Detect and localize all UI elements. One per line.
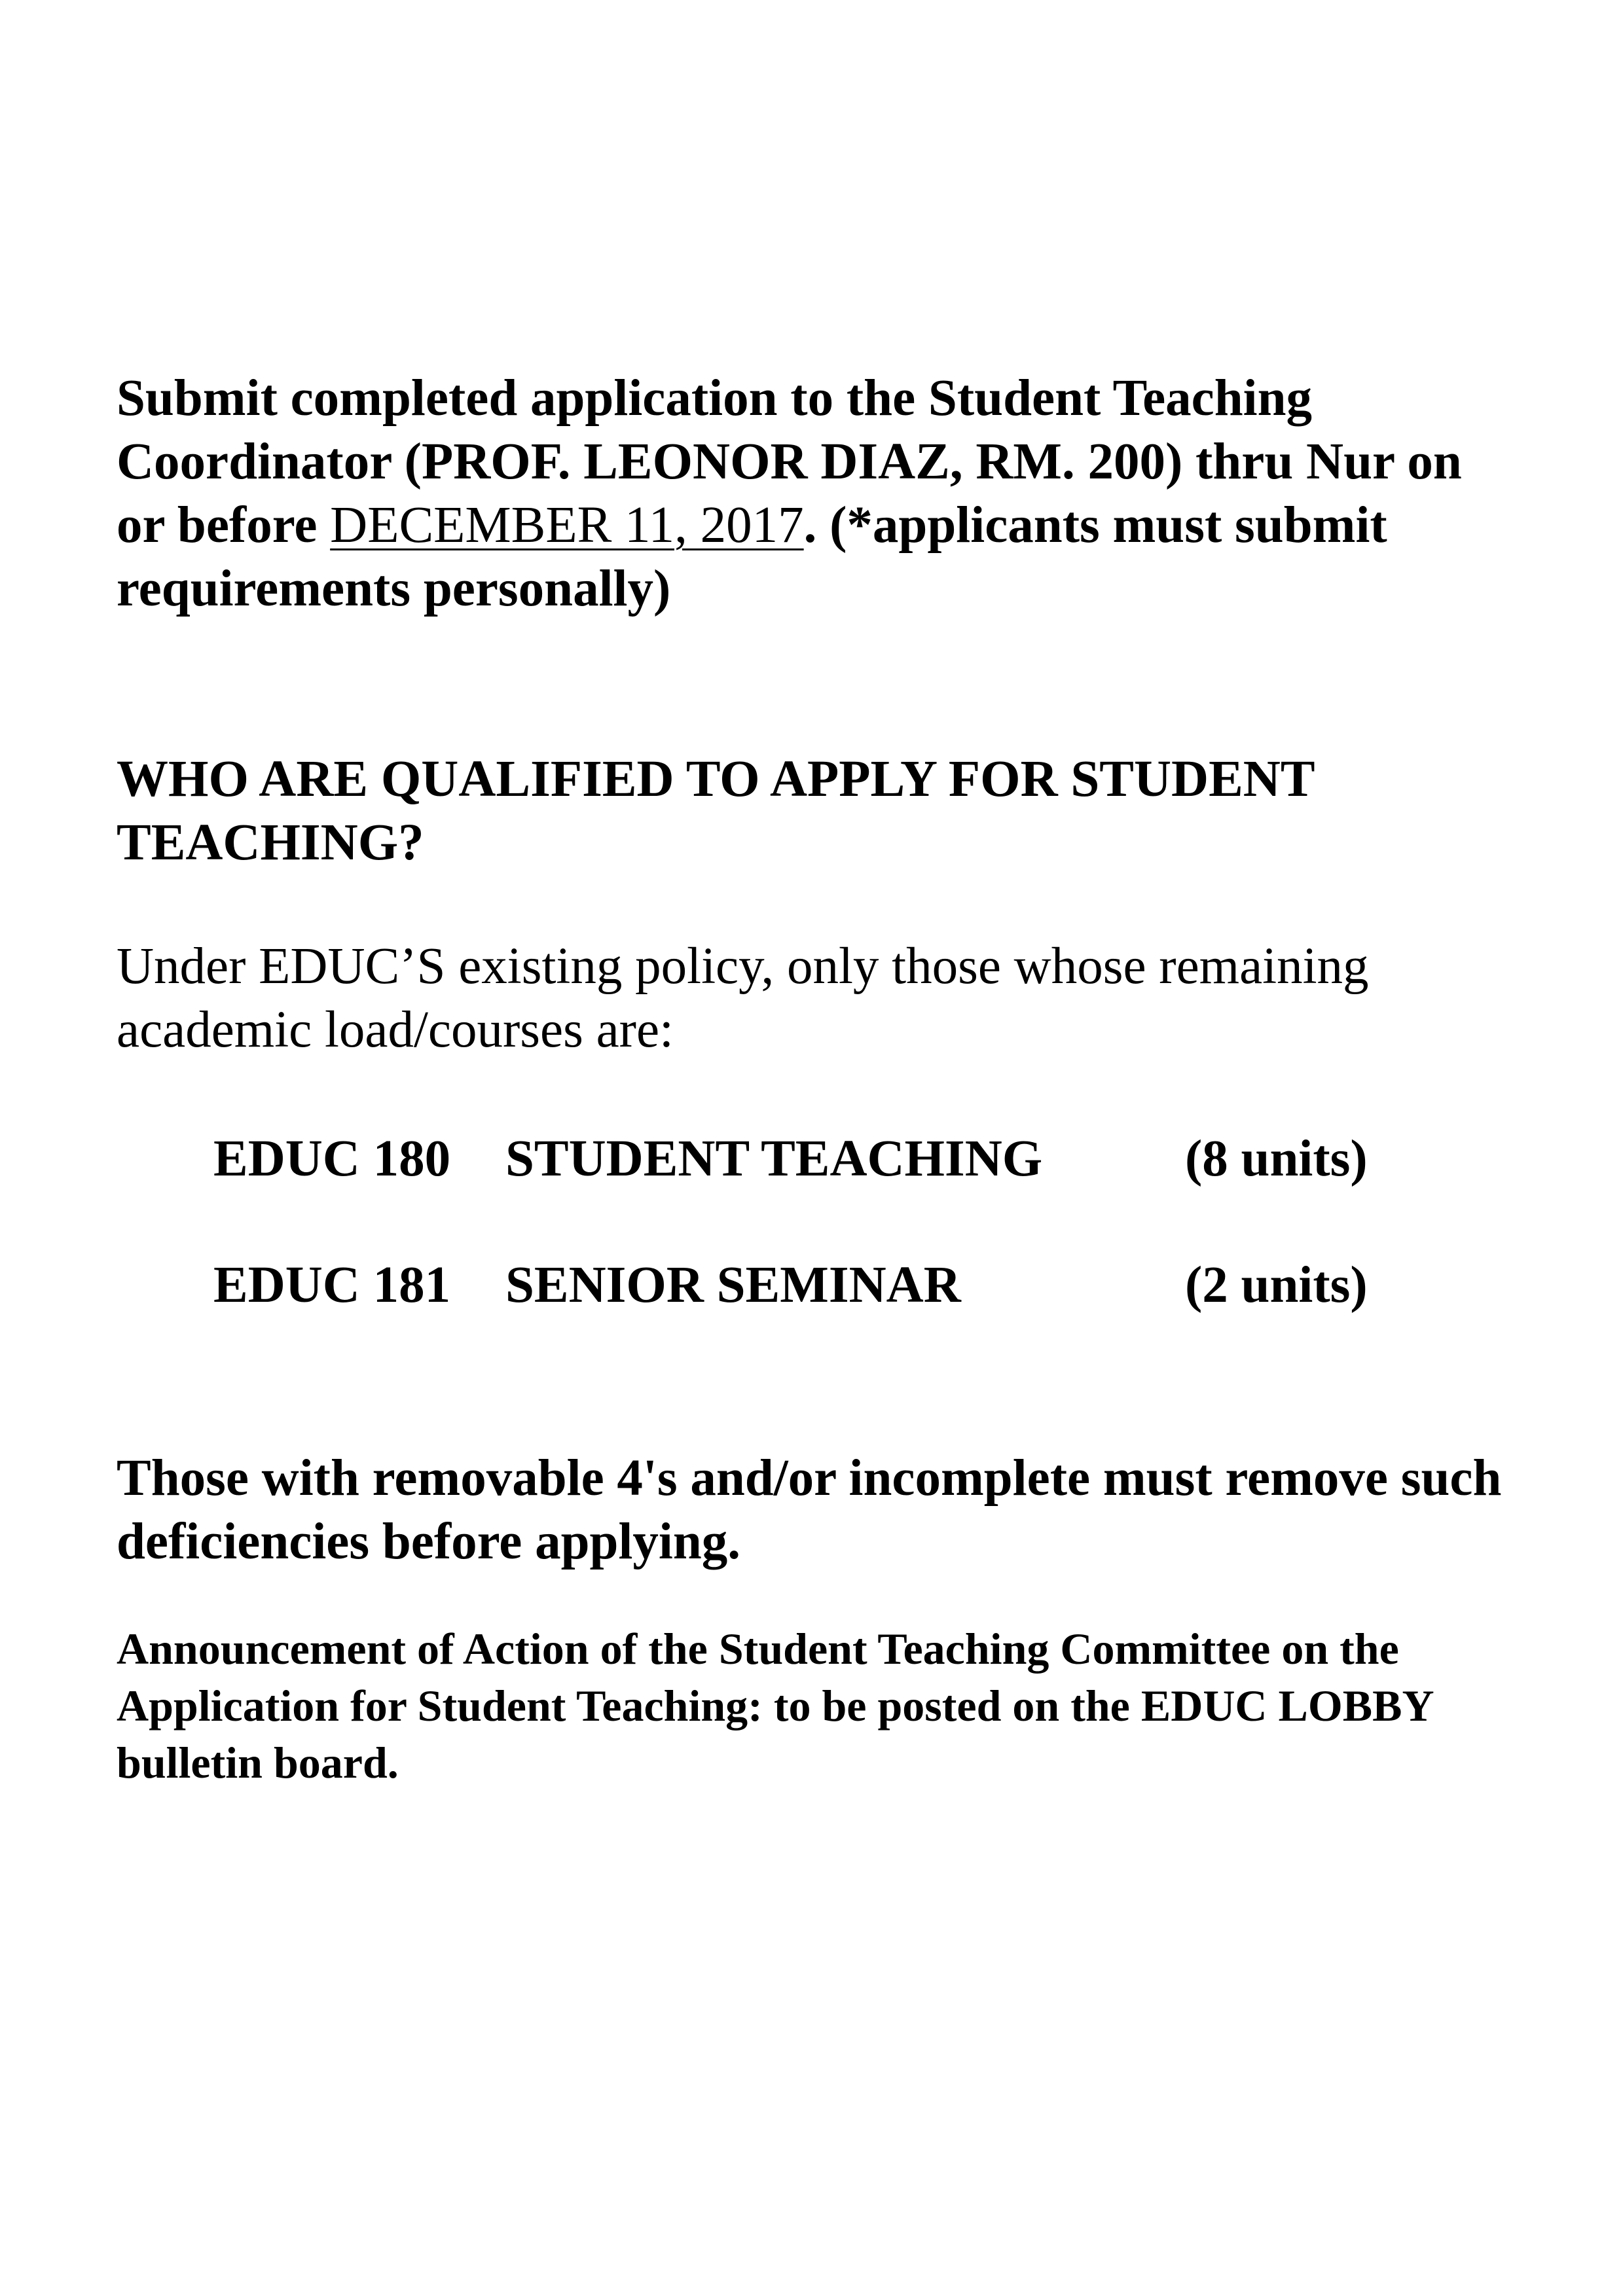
course-title: STUDENT TEACHING xyxy=(505,1130,1043,1187)
qualification-heading: WHO ARE QUALIFIED TO APPLY FOR STUDENT TEACHING? xyxy=(117,751,1315,871)
submission-instructions xyxy=(117,367,1511,620)
policy-text: Under EDUC’S existing policy, only those whose remaining academic load/courses are: xyxy=(117,938,1369,1058)
course-code: EDUC 180 xyxy=(213,1130,451,1187)
course-title: SENIOR SEMINAR xyxy=(505,1257,961,1314)
course-units: (8 units) xyxy=(1185,1130,1368,1187)
submission-intro-text: Submit completed application to the Student Teaching Coordinator (PROF. LEONOR DIAZ, RM. 200) thru Nur on or before xyxy=(117,370,1462,554)
submission-note-text: . (*applicants must submit requirements personally) xyxy=(117,497,1387,617)
announcement-text: Announcement of Action of the Student Teaching Committee on the Application for Student Teaching: to be posted on the EDUC LOBBY bulletin board. xyxy=(117,1624,1433,1787)
deficiency-note: Those with removable 4's and/or incomplete must remove such deficiencies before applying. xyxy=(117,1450,1502,1570)
course-row xyxy=(213,1253,1457,1319)
course-code: EDUC 181 xyxy=(213,1257,451,1314)
course-units: (2 units) xyxy=(1185,1257,1368,1314)
course-row xyxy=(213,1127,1457,1193)
deadline-date: DECEMBER 11, 2017 xyxy=(330,497,804,554)
